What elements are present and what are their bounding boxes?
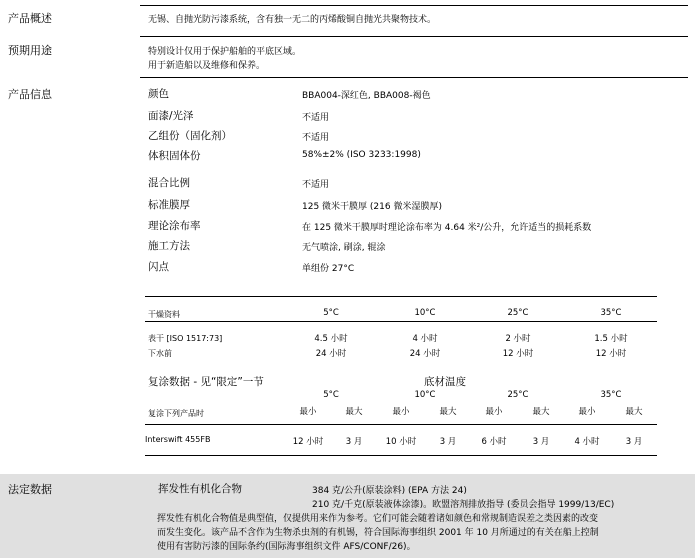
product-info-label: 理论涂布率 xyxy=(148,220,201,232)
recoat-cell: 10 小时 xyxy=(385,437,417,447)
recoat-temp: 10°C xyxy=(414,390,436,400)
divider xyxy=(140,77,688,78)
drying-cell: 4 小时 xyxy=(412,334,438,344)
regulatory-note-line: 挥发性有机化合物值是典型值，仅提供用来作为参考。它们可能会随着诸如颜色和常规制造误差之类因素的改变 xyxy=(157,514,599,524)
drying-cell: 24 小时 xyxy=(315,349,347,359)
recoat-cell: 3 月 xyxy=(625,437,643,447)
recoat-cell: 6 小时 xyxy=(481,437,507,447)
substrate-temp-label: 底材温度 xyxy=(424,376,466,388)
drying-temp: 5°C xyxy=(323,308,339,318)
drying-row-label: 表干 [ISO 1517:73] xyxy=(148,334,223,343)
drying-temp: 35°C xyxy=(600,308,622,318)
product-info-value: 无气喷涂, 刷涂, 辊涂 xyxy=(302,243,386,253)
drying-cell: 1.5 小时 xyxy=(594,334,628,344)
drying-cell: 4.5 小时 xyxy=(314,334,348,344)
product-info-value: 单组份 27°C xyxy=(302,264,355,274)
recoat-cell: 12 小时 xyxy=(292,437,324,447)
recoat-min-label: 最小 xyxy=(392,407,410,417)
section-label-intended-use: 预期用途 xyxy=(8,44,52,57)
section-label-regulatory: 法定数据 xyxy=(8,483,52,496)
product-info-value: 不适用 xyxy=(302,113,330,123)
recoat-max-label: 最大 xyxy=(625,407,643,417)
product-info-label: 施工方法 xyxy=(148,240,190,252)
recoat-min-label: 最小 xyxy=(485,407,503,417)
recoat-max-label: 最大 xyxy=(439,407,457,417)
product-info-value: 125 微米干膜厚 (216 微米湿膜厚) xyxy=(302,202,442,212)
product-info-label: 闪点 xyxy=(148,261,169,273)
drying-cell: 12 小时 xyxy=(502,349,534,359)
drying-row-label: 下水前 xyxy=(148,349,172,358)
product-info-value: BBA004-深红色, BBA008-褐色 xyxy=(302,91,431,101)
voc-line: 384 克/公升(原装涂料) (EPA 方法 24) xyxy=(312,486,467,496)
product-info-value: 在 125 微米干膜厚时理论涂布率为 4.64 米²/公升，允许适当的损耗系数 xyxy=(302,223,592,233)
regulatory-note-line: 使用有害防污漆的国际条约(国际海事组织文件 AFS/CONF/26)。 xyxy=(157,542,416,552)
product-info-label: 标准膜厚 xyxy=(148,199,190,211)
drying-cell: 2 小时 xyxy=(505,334,531,344)
product-info-value: 58%±2% (ISO 3233:1998) xyxy=(302,150,421,160)
intended-use-line: 特别设计仅用于保护船舶的平底区域。 xyxy=(148,47,302,57)
recoat-temp: 25°C xyxy=(507,390,529,400)
drying-cell: 24 小时 xyxy=(409,349,441,359)
section-label-product-info: 产品信息 xyxy=(8,88,52,101)
voc-line: 210 克/千克(原装液体涂漆)。欧盟溶剂排放指导 (委员会指导 1999/13/EC) xyxy=(312,500,615,510)
recoat-row-header: 复涂下列产品时 xyxy=(148,409,204,418)
product-info-label: 面漆/光泽 xyxy=(148,110,194,122)
intended-use-line: 用于新造船以及维修和保养。 xyxy=(148,61,266,71)
table-top-rule xyxy=(145,296,657,297)
recoat-min-label: 最小 xyxy=(299,407,317,417)
recoat-cell: 4 小时 xyxy=(574,437,600,447)
table-header-rule xyxy=(145,424,657,425)
drying-header: 干燥资料 xyxy=(148,310,180,319)
recoat-max-label: 最大 xyxy=(532,407,550,417)
overview-text: 无锡、自抛光防污漆系统，含有独一无二的丙烯酸铜自抛光共聚物技术。 xyxy=(148,15,437,25)
section-label-overview: 产品概述 xyxy=(8,12,52,25)
product-info-value: 不适用 xyxy=(302,180,330,190)
drying-temp: 25°C xyxy=(507,308,529,318)
recoat-cell: 3 月 xyxy=(439,437,457,447)
regulatory-note-line: 而发生变化。该产品不含作为生物杀虫剂的有机锡，符合国际海事组织 2001 年 10 月所通过的有关在船上控制 xyxy=(157,528,599,538)
recoat-min-label: 最小 xyxy=(578,407,596,417)
recoat-cell: 3 月 xyxy=(345,437,363,447)
recoat-title: 复涂数据 - 见“限定”一节 xyxy=(148,376,264,388)
table-header-rule xyxy=(145,321,657,322)
product-info-label: 颜色 xyxy=(148,88,169,100)
recoat-product: Interswift 455FB xyxy=(145,435,211,444)
table-bottom-rule xyxy=(145,455,657,456)
recoat-temp: 35°C xyxy=(600,390,622,400)
drying-temp: 10°C xyxy=(414,308,436,318)
recoat-max-label: 最大 xyxy=(345,407,363,417)
product-info-label: 体积固体份 xyxy=(148,150,201,162)
divider xyxy=(140,36,688,37)
recoat-temp: 5°C xyxy=(323,390,339,400)
voc-label: 挥发性有机化合物 xyxy=(158,483,242,495)
recoat-cell: 3 月 xyxy=(532,437,550,447)
product-info-label: 乙组份（固化剂） xyxy=(148,130,232,142)
product-info-value: 不适用 xyxy=(302,133,330,143)
product-info-label: 混合比例 xyxy=(148,177,190,189)
drying-cell: 12 小时 xyxy=(595,349,627,359)
divider xyxy=(140,5,688,6)
